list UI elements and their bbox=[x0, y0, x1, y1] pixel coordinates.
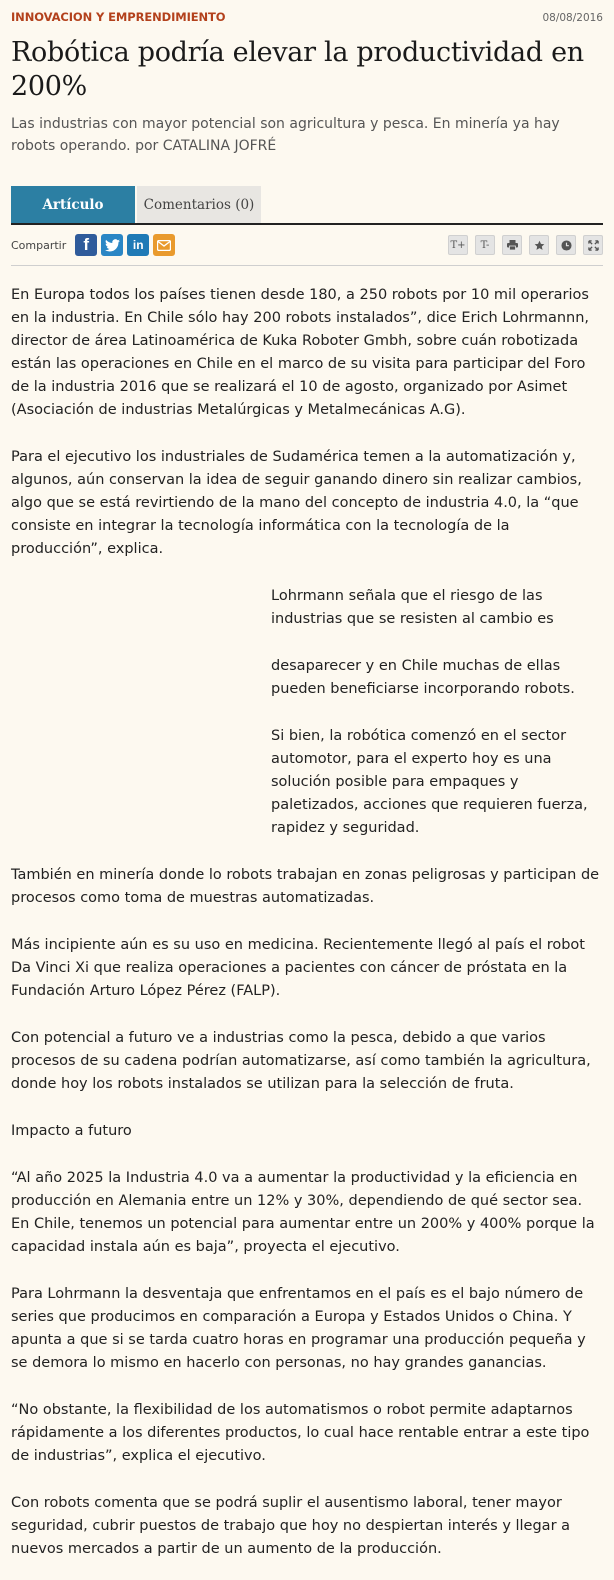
twitter-share-button[interactable] bbox=[101, 234, 123, 256]
article-paragraph: Para Lohrmann la desventaja que enfrentamos en el país es el bajo número de series que producimos en comparación a Europa y Estados Unidos o China. Y apunta a que si se tarda cuatro horas en programar una producción pequeña y se demora lo mismo en hacerlo con personas, no hay grandes ganancias. bbox=[11, 1286, 586, 1371]
share-label: Compartir bbox=[11, 238, 67, 252]
article-paragraph: “No obstante, la flexibilidad de los automatismos o robot permite adaptarnos rápidamente a los diferentes productos, lo cual hace rentable entrar a este tipo de industrias”, explica el ejecutivo. bbox=[11, 1402, 590, 1464]
article-subtitle: Las industrias con mayor potencial son agricultura y pesca. En minería ya hay robots operando. por CATALINA JOFRÉ bbox=[11, 116, 560, 154]
reading-tools bbox=[441, 235, 603, 255]
article-subheading: Impacto a futuro bbox=[11, 1123, 132, 1139]
tab-articulo[interactable]: Artículo bbox=[11, 186, 135, 223]
history-button[interactable] bbox=[556, 235, 576, 255]
email-share-button[interactable] bbox=[153, 234, 175, 256]
email-icon bbox=[157, 240, 171, 251]
star-icon bbox=[534, 240, 545, 251]
pull-text-block bbox=[271, 585, 603, 840]
linkedin-icon: in bbox=[132, 238, 144, 252]
favorite-button[interactable] bbox=[529, 235, 549, 255]
text-increase-button[interactable] bbox=[448, 235, 468, 255]
print-button[interactable] bbox=[502, 235, 522, 255]
linkedin-share-button[interactable] bbox=[127, 234, 149, 256]
article-paragraph: En Europa todos los países tienen desde 180, a 250 robots por 10 mil operarios en la industria. En Chile sólo hay 200 robots instalados”, dice Erich Lohrmannn, director de área Latinoamérica de Kuka Roboter Gmbh, sobre cuán robotizada están las operaciones en Chile en el marco de su visita para participar del Foro de la industria 2016 que se realizará el 10 de agosto, organizado por Asimet (Asociación de industrias Metalúrgicas y Metalmecánicas A.G). bbox=[11, 287, 590, 418]
clock-icon bbox=[561, 240, 572, 251]
facebook-icon: f bbox=[83, 235, 90, 254]
article-paragraph: También en minería donde lo robots trabajan en zonas peligrosas y participan de procesos como toma de muestras automatizadas. bbox=[11, 867, 600, 906]
article-paragraph: “Al año 2025 la Industria 4.0 va a aumentar la productividad y la eficiencia en producción en Alemania entre un 12% y 30%, dependiendo de qué sector sea. En Chile, tenemos un potencial para aumentar entre un 200% y 400% porque la capacidad instala aún es baja”, proyecta el ejecutivo. bbox=[11, 1170, 595, 1255]
article-paragraph: Con robots comenta que se podrá suplir el ausentismo laboral, tener mayor seguridad, cubrir puestos de trabajo que hoy no despiertan interés y llegar a nuevos mercados a partir de un aumento de la producción. bbox=[11, 1495, 571, 1557]
fullscreen-icon bbox=[588, 240, 599, 251]
section-label[interactable]: INNOVACION Y EMPRENDIMIENTO bbox=[11, 10, 226, 24]
article-paragraph: desaparecer y en Chile muchas de ellas pueden beneficiarse incorporando robots. bbox=[271, 658, 575, 697]
text-decrease-icon: T- bbox=[480, 239, 490, 251]
text-increase-icon: T+ bbox=[450, 239, 466, 251]
article-body bbox=[11, 284, 603, 1561]
article-title: Robótica podría elevar la productividad en 200% bbox=[11, 37, 584, 102]
article-paragraph: Con potencial a futuro ve a industrias como la pesca, debido a que varios procesos de su cadena podrían automatizarse, así como también la agricultura, donde hoy los robots instalados se utilizan para la selección de fruta. bbox=[11, 1030, 591, 1092]
article-paragraph: Si bien, la robótica comenzó en el sector automotor, para el experto hoy es una solución posible para empaques y paletizados, acciones que requieren fuerza, rapidez y seguridad. bbox=[271, 728, 588, 836]
print-icon bbox=[507, 240, 518, 250]
article-paragraph: Lohrmann señala que el riesgo de las industrias que se resisten al cambio es bbox=[271, 588, 554, 627]
article-paragraph: Para el ejecutivo los industriales de Sudamérica temen a la automatización y, algunos, aún conservan la idea de seguir ganando dinero sin realizar cambios, algo que se está revirtiendo de la mano del concepto de industria 4.0, la “que consiste en integrar la tecnología informática con la tecnología de la producción”, explica. bbox=[11, 449, 582, 557]
tab-comentarios[interactable]: Comentarios (0) bbox=[137, 186, 261, 223]
share-group bbox=[11, 234, 179, 256]
article-header bbox=[11, 0, 603, 32]
share-toolbar bbox=[11, 225, 603, 266]
facebook-share-button[interactable] bbox=[75, 234, 97, 256]
fullscreen-button[interactable] bbox=[583, 235, 603, 255]
article-tabs bbox=[11, 186, 603, 225]
article-paragraph: Más incipiente aún es su uso en medicina. Recientemente llegó al país el robot Da Vinci Xi que realiza operaciones a pacientes con cáncer de próstata en la Fundación Arturo López Pérez (FALP). bbox=[11, 937, 585, 999]
text-decrease-button[interactable] bbox=[475, 235, 495, 255]
publish-date: 08/08/2016 bbox=[542, 12, 603, 24]
twitter-icon bbox=[105, 239, 120, 252]
